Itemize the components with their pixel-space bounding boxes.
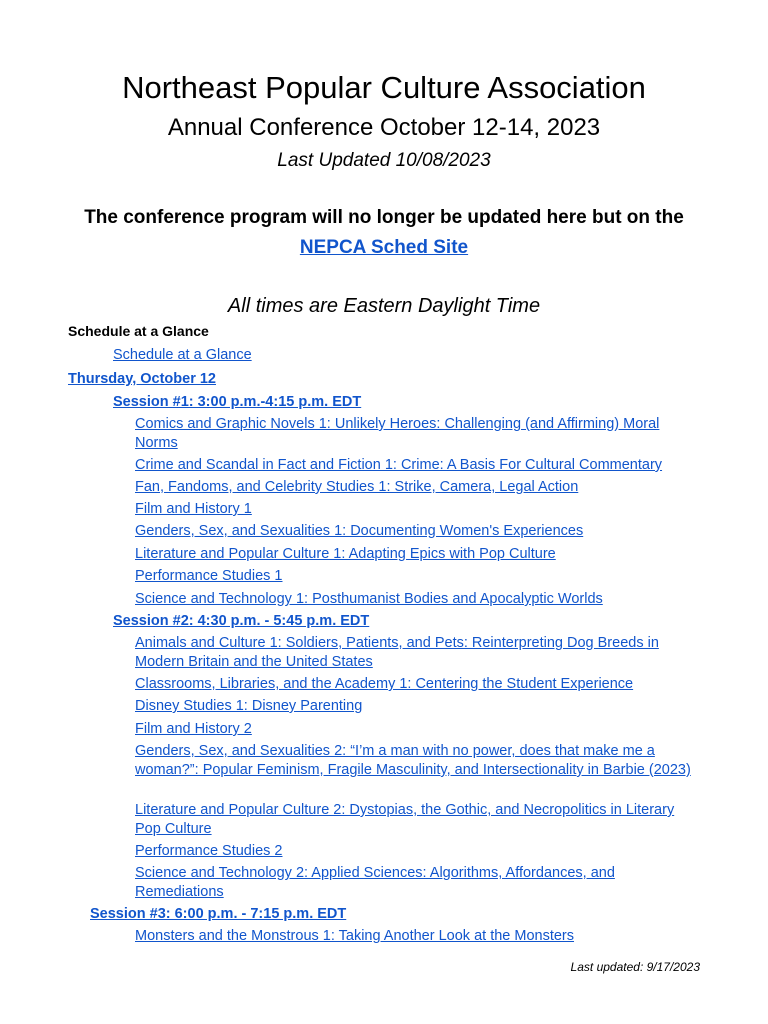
- toc-session-link[interactable]: Session #3: 6:00 p.m. - 7:15 p.m. EDT: [90, 906, 347, 922]
- toc-panel-link[interactable]: Literature and Popular Culture 2: Dystopias, the Gothic, and Necropolitics in Literary Pop Culture: [135, 802, 675, 837]
- toc-panel-link[interactable]: Genders, Sex, and Sexualities 2: “I’m a man with no power, does that make me a woman?”: Popular Feminism, Fragile Masculinity, and Intersectionality in Barbie (2023): [135, 743, 691, 778]
- notice-link-line: [0, 237, 768, 259]
- toc-panel-link[interactable]: Crime and Scandal in Fact and Fiction 1: Crime: A Basis For Cultural Commentary: [135, 457, 663, 473]
- toc-panel-link[interactable]: Comics and Graphic Novels 1: Unlikely Heroes: Challenging (and Affirming) Moral Norms: [135, 416, 660, 451]
- nepca-sched-link[interactable]: NEPCA Sched Site: [299, 237, 469, 258]
- toc-session-link[interactable]: Session #1: 3:00 p.m.-4:15 p.m. EDT: [113, 394, 362, 410]
- toc-panel-link[interactable]: Film and History 1: [135, 501, 252, 517]
- toc-panel-link[interactable]: Monsters and the Monstrous 1: Taking Another Look at the Monsters: [135, 928, 575, 944]
- toc-panel-link[interactable]: Literature and Popular Culture 1: Adapting Epics with Pop Culture: [135, 546, 556, 562]
- toc-panel-link[interactable]: Animals and Culture 1: Soldiers, Patients, and Pets: Reinterpreting Dog Breeds in Modern Britain and the United States: [135, 635, 659, 670]
- toc-session-link[interactable]: Session #2: 4:30 p.m. - 5:45 p.m. EDT: [113, 613, 370, 629]
- toc-panel-link[interactable]: Disney Studies 1: Disney Parenting: [135, 698, 363, 714]
- toc-panel-link[interactable]: Science and Technology 2: Applied Sciences: Algorithms, Affordances, and Remediations: [135, 865, 615, 900]
- toc-heading: Schedule at a Glance: [68, 323, 209, 339]
- toc-panel-link[interactable]: Performance Studies 2: [135, 843, 283, 859]
- toc-panel-link[interactable]: Film and History 2: [135, 721, 252, 737]
- toc-day-link[interactable]: Thursday, October 12: [68, 371, 216, 387]
- timezone-note: All times are Eastern Daylight Time: [227, 295, 541, 317]
- footer-last-updated: Last updated: 9/17/2023: [570, 960, 700, 974]
- toc-panel-link[interactable]: Science and Technology 1: Posthumanist Bodies and Apocalyptic Worlds: [135, 591, 603, 607]
- conference-subtitle: Annual Conference October 12-14, 2023: [167, 114, 601, 141]
- last-updated-header: Last Updated 10/08/2023: [277, 150, 491, 171]
- toc-link[interactable]: Schedule at a Glance: [113, 347, 252, 363]
- toc-panel-link[interactable]: Performance Studies 1: [135, 568, 283, 584]
- program-notice: The conference program will no longer be updated here but on the: [84, 207, 684, 228]
- toc-panel-link[interactable]: Classrooms, Libraries, and the Academy 1: Centering the Student Experience: [135, 676, 634, 692]
- toc-panel-link[interactable]: Fan, Fandoms, and Celebrity Studies 1: Strike, Camera, Legal Action: [135, 479, 579, 495]
- organization-title: Northeast Popular Culture Association: [122, 70, 646, 105]
- toc-panel-link[interactable]: Genders, Sex, and Sexualities 1: Documenting Women's Experiences: [135, 523, 584, 539]
